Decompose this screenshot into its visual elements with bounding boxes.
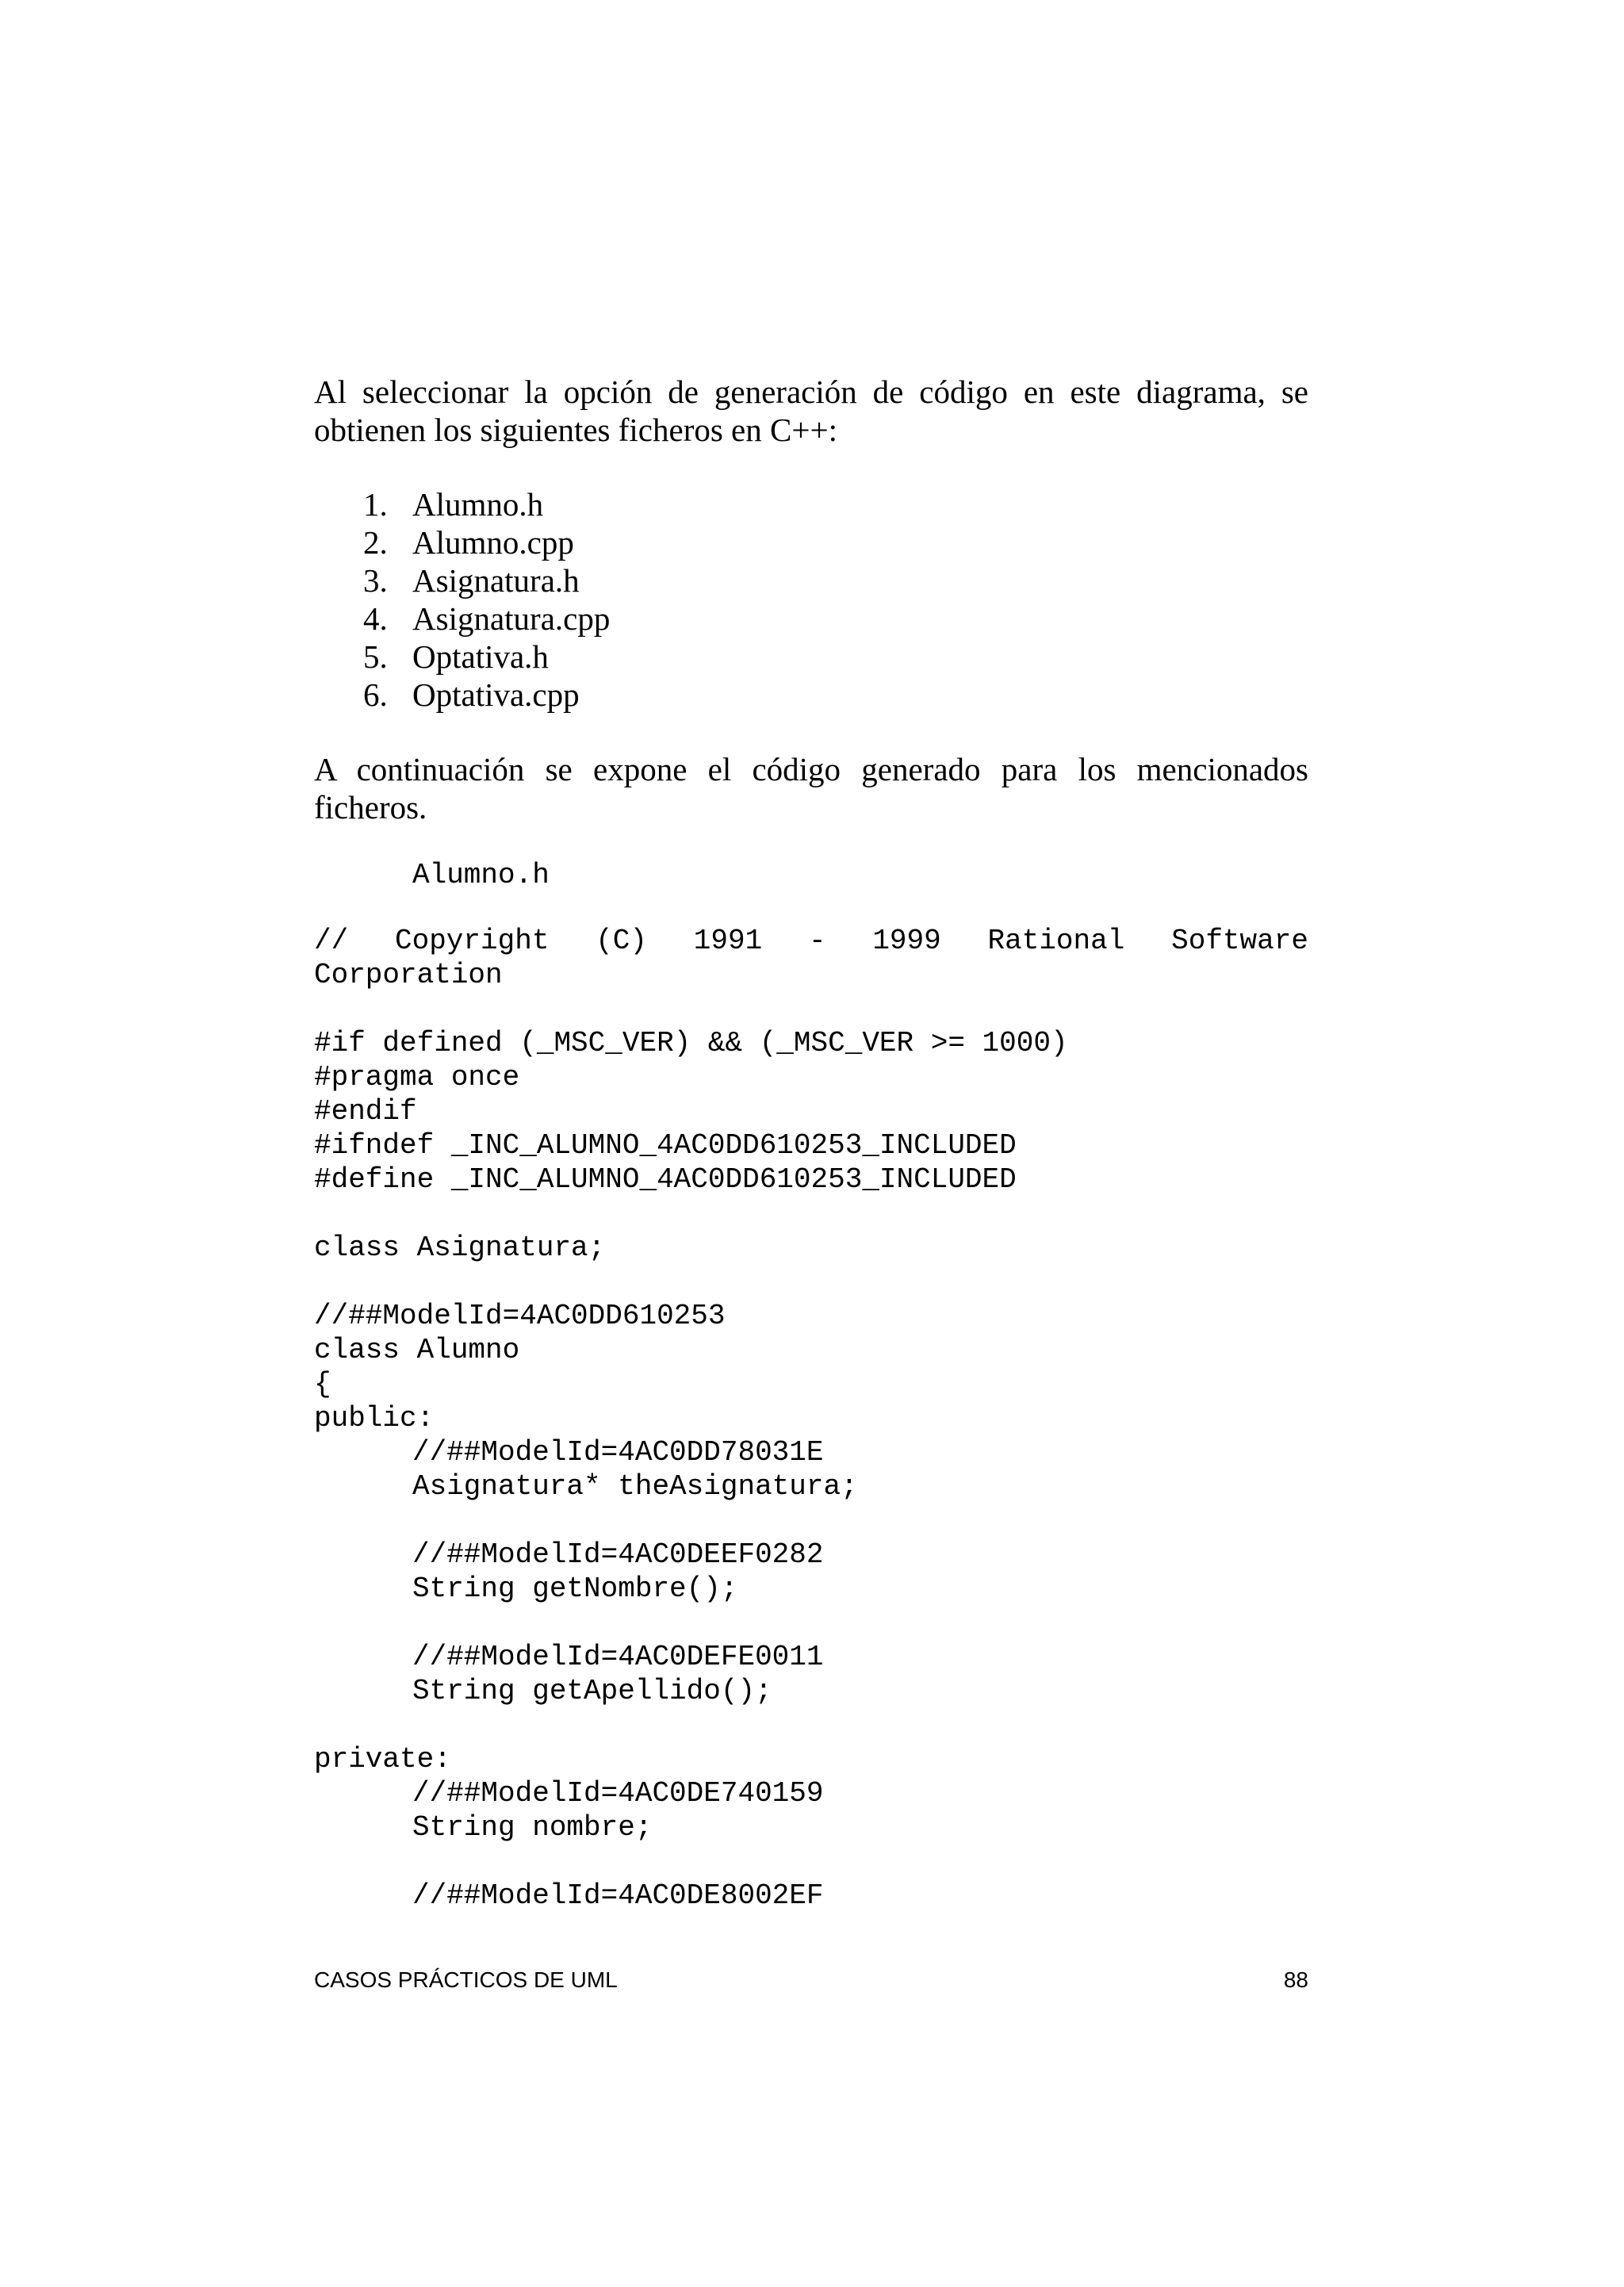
list-item-number: 6. — [363, 676, 388, 713]
list-item-filename: Optativa.cpp — [412, 676, 580, 713]
code-line: String nombre; — [412, 1811, 653, 1844]
copyright-line-2: Corporation — [314, 959, 503, 991]
code-line: //##ModelId=4AC0DD610253 — [314, 1300, 726, 1332]
continuation-paragraph: A continuación se expone el código generado para los mencionados ficheros. — [314, 751, 1308, 826]
code-line: #pragma once — [314, 1061, 520, 1094]
code-line: //##ModelId=4AC0DE8002EF — [412, 1879, 824, 1912]
list-item-number: 2. — [363, 524, 388, 561]
list-item — [314, 600, 1308, 638]
list-item-number: 1. — [363, 486, 388, 523]
list-item-number: 3. — [363, 562, 388, 599]
list-item — [314, 561, 1308, 600]
code-line — [314, 1708, 1308, 1742]
list-item — [314, 676, 1308, 714]
code-line: class Asignatura; — [314, 1232, 606, 1264]
copyright-word: // — [314, 925, 349, 957]
list-item — [314, 485, 1308, 523]
list-item-filename: Alumno.h — [412, 486, 544, 523]
copyright-word: Software — [1171, 925, 1308, 957]
list-item-number: 5. — [363, 638, 388, 675]
code-line: //##ModelId=4AC0DD78031E — [412, 1436, 824, 1469]
code-block — [314, 992, 1308, 1913]
list-item — [314, 523, 1308, 561]
page-footer — [314, 1967, 1308, 1994]
list-item-filename: Asignatura.h — [412, 562, 580, 599]
code-line: #define _INC_ALUMNO_4AC0DD610253_INCLUDED — [314, 1163, 1017, 1196]
copyright-word: 1999 — [872, 925, 941, 957]
copyright-word: 1991 — [693, 925, 763, 957]
footer-book-title: CASOS PRÁCTICOS DE UML — [314, 1967, 618, 1992]
code-line: #ifndef _INC_ALUMNO_4AC0DD610253_INCLUDED — [314, 1129, 1017, 1162]
list-item-number: 4. — [363, 600, 388, 637]
file-list — [314, 485, 1308, 714]
code-line: #if defined (_MSC_VER) && (_MSC_VER >= 1000) — [314, 1027, 1068, 1059]
copyright-word: Rational — [987, 925, 1125, 957]
code-line: String getApellido(); — [412, 1675, 772, 1707]
code-file-title: Alumno.h — [412, 859, 550, 891]
code-line — [314, 992, 1308, 1026]
copyright-word: Copyright — [394, 925, 550, 957]
list-item — [314, 638, 1308, 676]
code-line: //##ModelId=4AC0DEFE0011 — [412, 1641, 824, 1673]
list-item-filename: Asignatura.cpp — [412, 600, 611, 637]
code-line — [314, 1197, 1308, 1231]
code-line: //##ModelId=4AC0DE740159 — [412, 1777, 824, 1810]
intro-paragraph: Al seleccionar la opción de generación de código en este diagrama, se obtienen los siguientes ficheros en C++: — [314, 374, 1308, 448]
code-line — [314, 1845, 1308, 1879]
copyright-word: - — [808, 925, 826, 957]
code-line: Asignatura* theAsignatura; — [412, 1470, 858, 1503]
list-item-filename: Optativa.h — [412, 638, 549, 675]
copyright-line — [314, 924, 1308, 958]
code-line: public: — [314, 1402, 435, 1435]
code-line: String getNombre(); — [412, 1573, 738, 1605]
code-line — [314, 1265, 1308, 1299]
copyright-word: (C) — [596, 925, 647, 957]
list-item-filename: Alumno.cpp — [412, 524, 574, 561]
code-line — [314, 1606, 1308, 1640]
page-content — [314, 373, 1308, 1913]
code-line: //##ModelId=4AC0DEEF0282 — [412, 1538, 824, 1571]
code-line: #endif — [314, 1095, 417, 1128]
code-line — [314, 1504, 1308, 1538]
page-number: 88 — [1283, 1967, 1308, 1992]
code-line: { — [314, 1368, 331, 1400]
code-line: private: — [314, 1743, 451, 1776]
code-line: class Alumno — [314, 1334, 520, 1366]
